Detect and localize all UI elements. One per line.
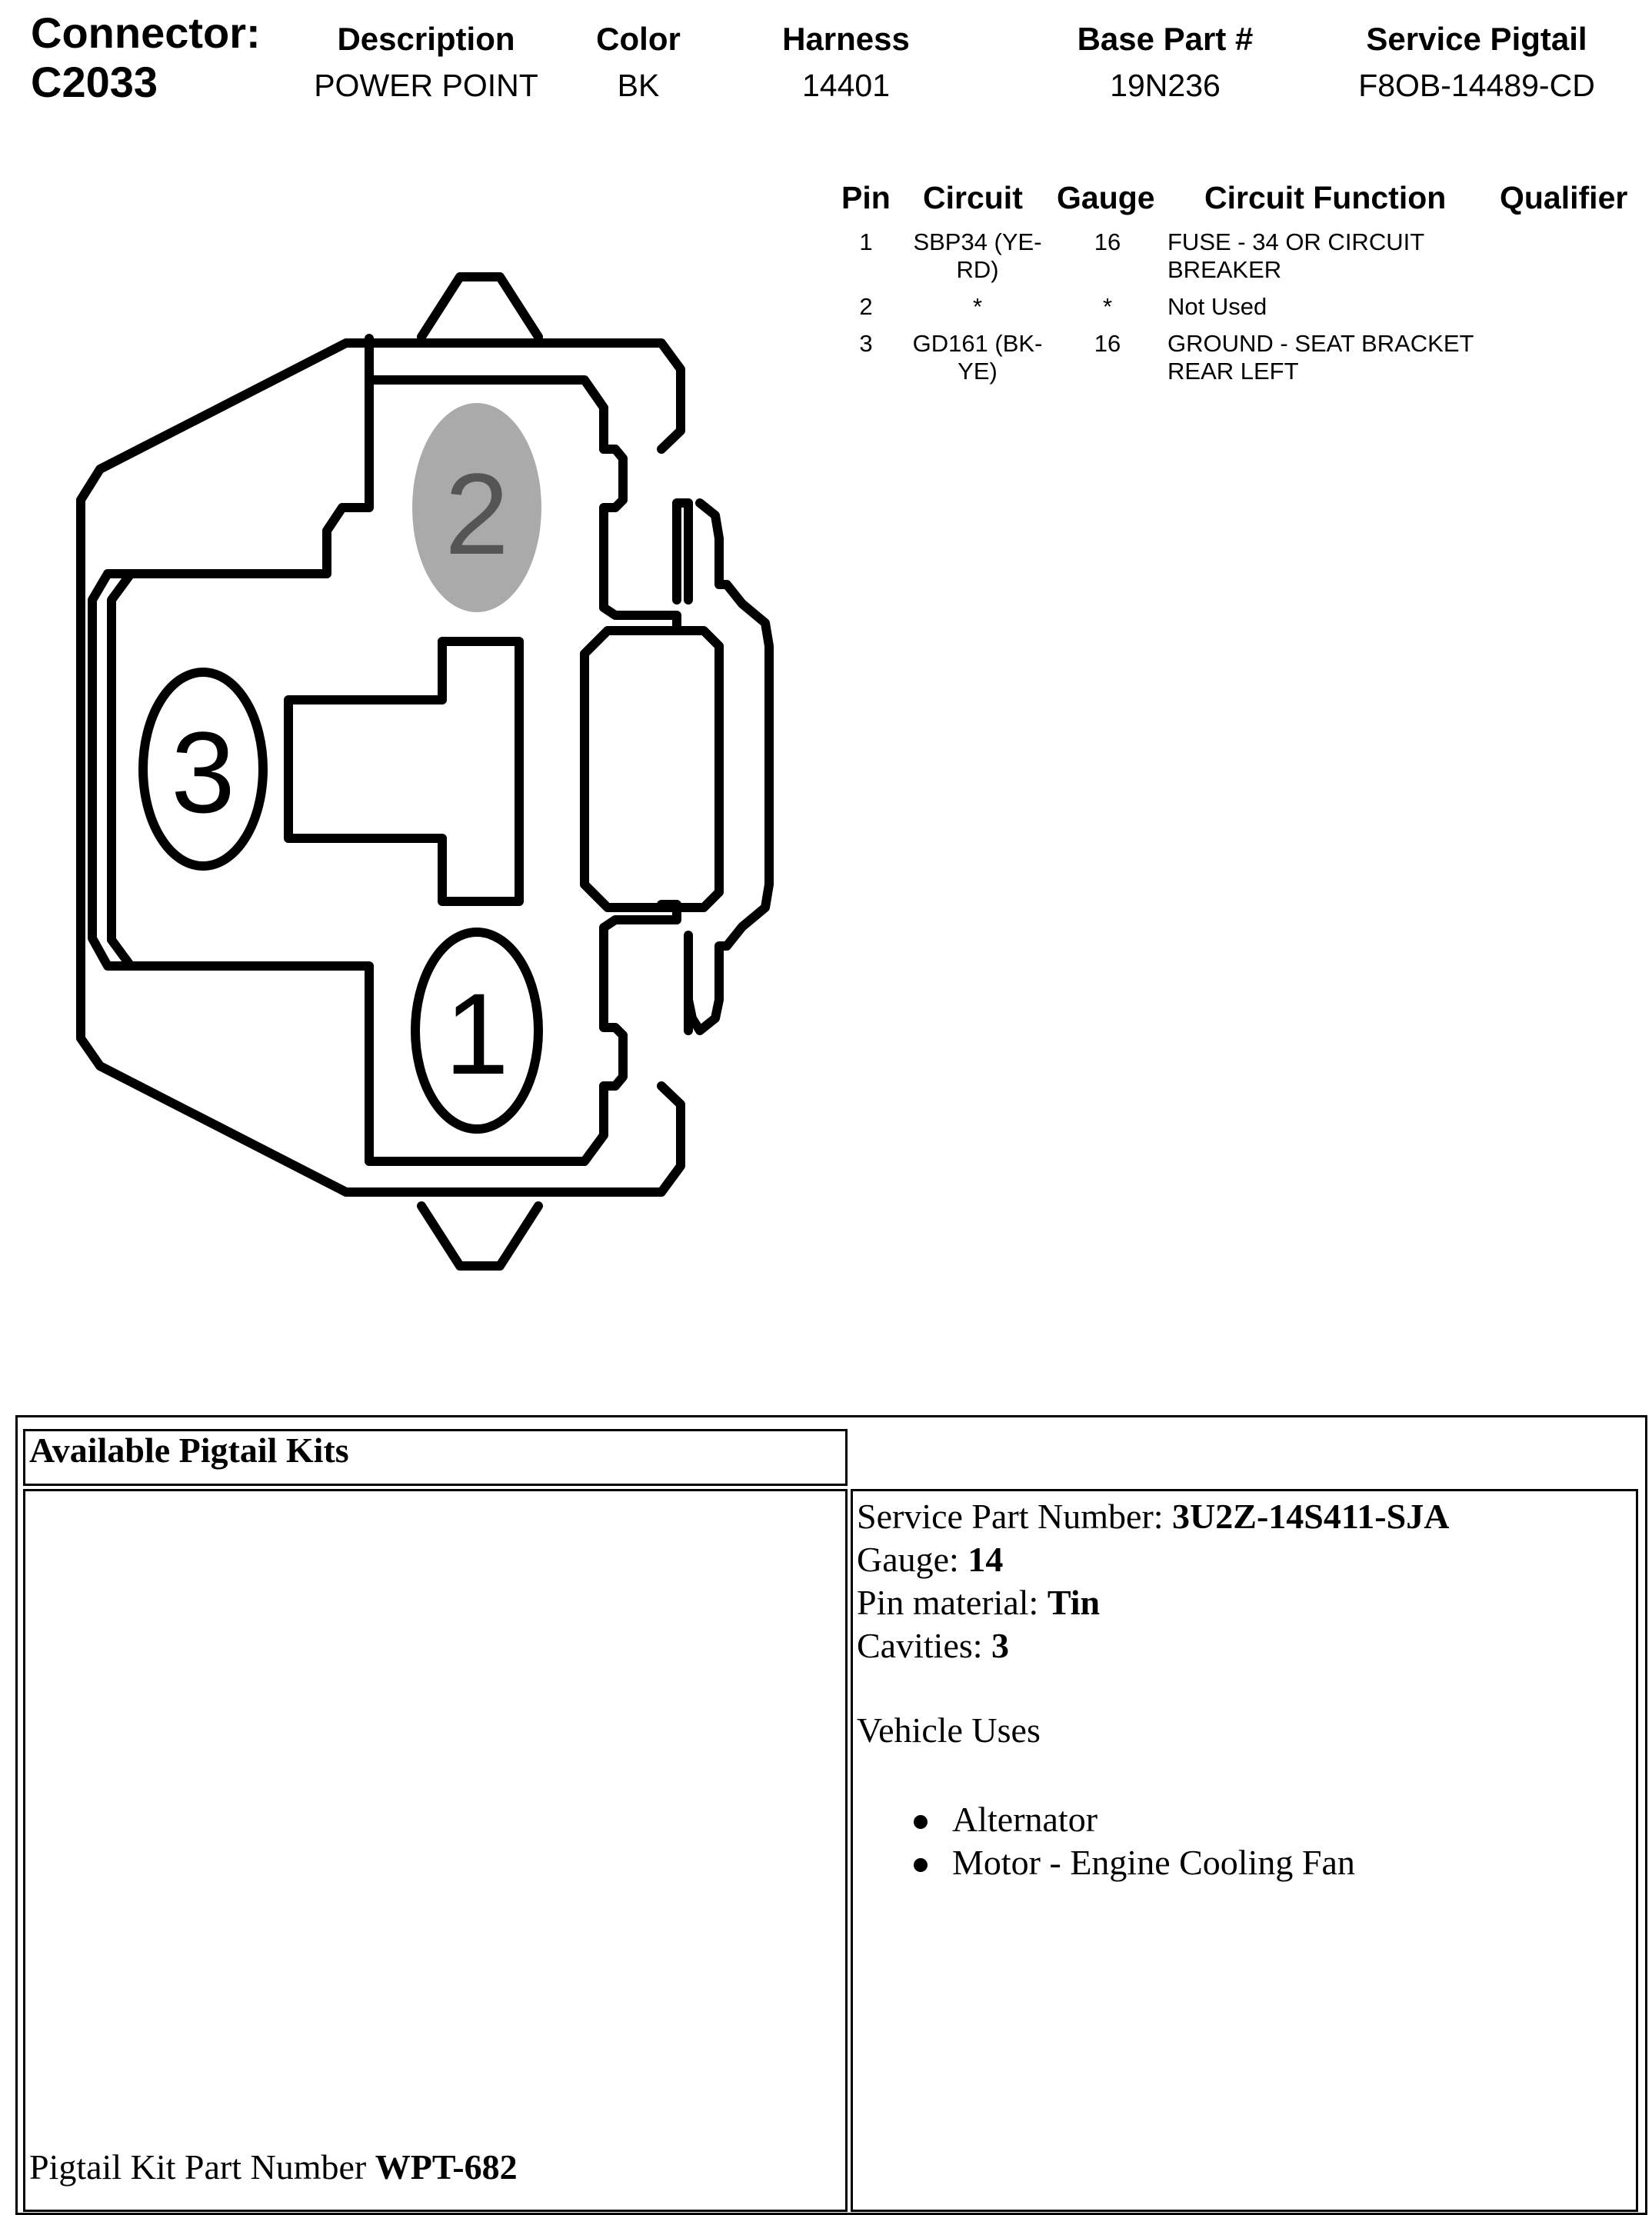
- pin-row-2-circuit-line1: *: [972, 293, 983, 320]
- pin-row-3-circuit-line1: GD161 (BK-: [912, 330, 1043, 357]
- pin-table-header-circuit: Circuit: [923, 180, 1023, 215]
- kit-part-number: [29, 2146, 518, 2189]
- pin-material-spec: [857, 1581, 1100, 1624]
- gauge-label: Gauge:: [857, 1540, 968, 1579]
- pin-row-1-gauge: 16: [1094, 228, 1121, 255]
- cavity-3-label: 3: [171, 708, 235, 837]
- header-color-value: BK: [617, 68, 660, 103]
- pin-row-1-pin: 1: [859, 228, 873, 255]
- service-part-value: 3U2Z-14S411-SJA: [1172, 1497, 1450, 1536]
- connector-label: Connector:: [31, 8, 261, 57]
- pin-row-2-gauge: *: [1102, 293, 1113, 320]
- header-base-part-value: 19N236: [1110, 68, 1221, 103]
- cavity-2-label: 2: [445, 449, 509, 578]
- vehicle-uses-title: Vehicle Uses: [857, 1710, 1041, 1750]
- header-column-base-part: [1054, 20, 1277, 105]
- kit-part-value: WPT-682: [375, 2147, 518, 2187]
- kits-title: Available Pigtail Kits: [29, 1431, 349, 1470]
- pin-material-label: Pin material:: [857, 1583, 1047, 1622]
- cavities-spec: [857, 1624, 1009, 1667]
- pin-row-2-pin: 2: [859, 293, 873, 320]
- center-key-rib: [288, 641, 519, 901]
- pin-row-3-gauge: 16: [1094, 330, 1121, 357]
- bullet-icon: [914, 1815, 928, 1829]
- kit-part-label: Pigtail Kit Part Number: [29, 2147, 375, 2187]
- gauge-value: 14: [968, 1540, 1004, 1579]
- vehicle-use-item: Alternator: [952, 1800, 1098, 1839]
- header-harness-value: 14401: [801, 68, 890, 103]
- pin-row-1-circuit-line1: SBP34 (YE-: [913, 228, 1042, 255]
- pin-table-header-gauge: Gauge: [1057, 180, 1155, 215]
- right-lip: [604, 449, 677, 631]
- pin-material-value: Tin: [1047, 1583, 1101, 1622]
- pin-row-1-function-line1: FUSE - 34 OR CIRCUIT: [1167, 228, 1425, 255]
- pin-row-2-function-line1: Not Used: [1167, 293, 1267, 320]
- header-base-part-label: Base Part #: [1077, 21, 1254, 57]
- locking-slide-body: [585, 631, 719, 908]
- pin-row-1-function-line2: BREAKER: [1167, 256, 1282, 283]
- service-part-number: [857, 1495, 1449, 1538]
- connector-face-diagram: [0, 0, 815, 1307]
- cavities-label: Cavities:: [857, 1626, 992, 1665]
- cavity-1-label: 1: [445, 969, 509, 1098]
- cavities-value: 3: [991, 1626, 1010, 1665]
- pin-row-1-circuit-line2: RD): [956, 256, 999, 283]
- header-service-pigtail-label: Service Pigtail: [1366, 21, 1587, 57]
- bullet-icon: [914, 1858, 928, 1872]
- vehicle-use-item: Motor - Engine Cooling Fan: [952, 1843, 1355, 1882]
- pin-table-header-circuit-function: Circuit Function: [1204, 180, 1447, 215]
- header-description-label: Description: [337, 21, 515, 57]
- pin-row-3-circuit-line2: YE): [958, 358, 998, 385]
- header-column-service-pigtail: [1323, 20, 1630, 105]
- kit-image-box: [23, 1489, 848, 2212]
- service-part-label: Service Part Number:: [857, 1497, 1173, 1536]
- connector-id: C2033: [31, 58, 158, 106]
- pin-table-header-qualifier: Qualifier: [1500, 180, 1628, 215]
- header-color-label: Color: [596, 21, 681, 57]
- pin-row-3-pin: 3: [859, 330, 873, 357]
- top-latch-tab: [421, 277, 538, 337]
- header-description-value: POWER POINT: [314, 68, 538, 103]
- locking-slide-outer: [688, 503, 769, 1031]
- gauge-spec: [857, 1538, 1003, 1581]
- bottom-latch-tab: [421, 1206, 538, 1266]
- header-harness-label: Harness: [782, 21, 910, 57]
- pin-row-3-function-line1: GROUND - SEAT BRACKET: [1167, 330, 1474, 357]
- pin-table-header-pin: Pin: [841, 180, 891, 215]
- pin-row-3-function-line2: REAR LEFT: [1167, 358, 1299, 385]
- header-service-pigtail-value: F8OB-14489-CD: [1358, 68, 1595, 103]
